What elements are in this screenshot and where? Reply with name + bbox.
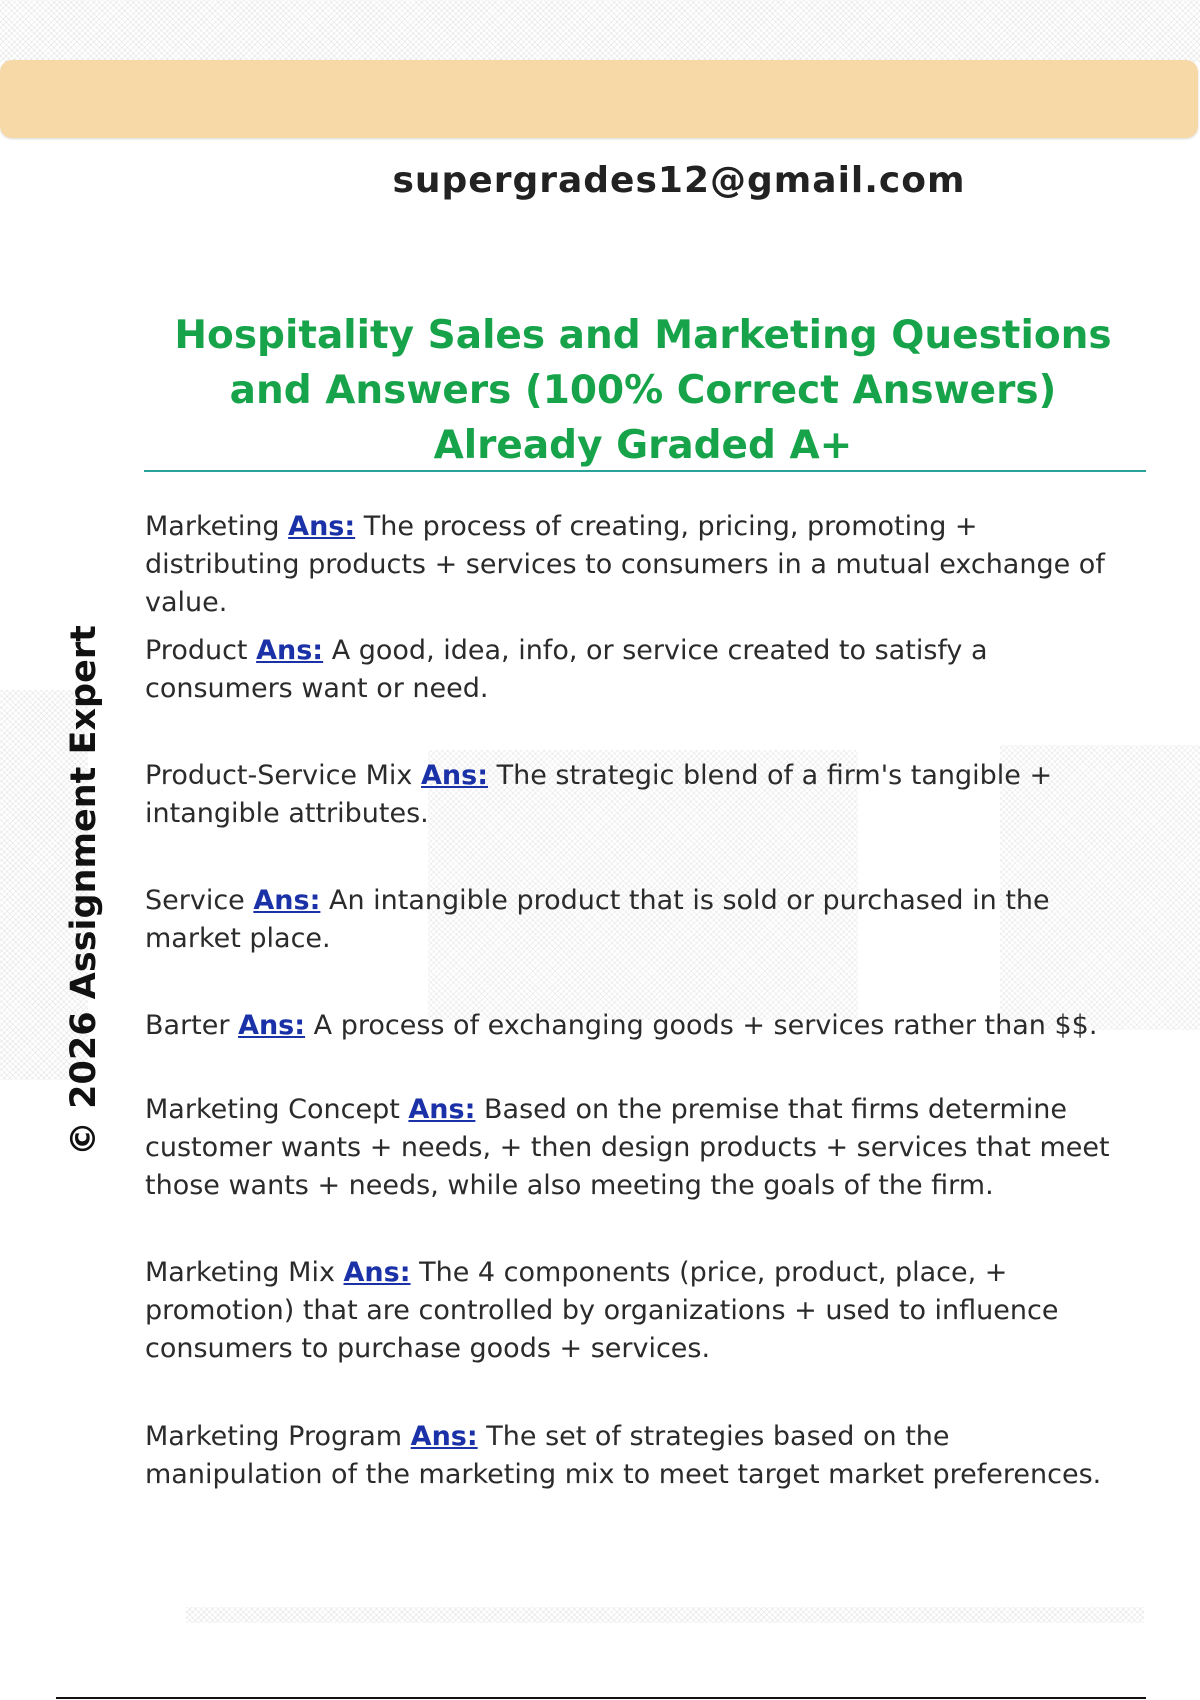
ans-link[interactable]: Ans: [256,635,324,666]
qa-term: Marketing Mix [145,1257,335,1288]
qa-item [145,1007,1135,1045]
qa-item [145,1091,1135,1205]
qa-term: Marketing Program [145,1421,403,1452]
qa-item [145,1418,1135,1494]
ans-link[interactable]: Ans: [238,1010,306,1041]
qa-item [145,1254,1135,1368]
qa-answer: The set of strategies based on the manipulation of the marketing mix to meet target market preferences. [145,1421,1102,1490]
qa-term: Marketing [145,511,280,542]
qa-item [145,882,1135,958]
title-divider [144,470,1146,472]
qa-item [145,632,1135,708]
qa-term: Service [145,885,245,916]
qa-answer: The process of creating, pricing, promoting + distributing products + services to consumers in a mutual exchange of value. [145,511,1105,618]
qa-item [145,508,1135,622]
ans-link[interactable]: Ans: [408,1094,476,1125]
contact-banner [0,60,1198,201]
top-hatch-strip [0,0,1200,62]
qa-answer: Based on the premise that firms determine customer wants + needs, + then design products + services that meet those wants + needs, while also meeting the goals of the firm. [145,1094,1110,1201]
document-title: Hospitality Sales and Marketing Questions and Answers (100% Correct Answers) Already Graded A+ [174,313,1112,468]
ans-link[interactable]: Ans: [288,511,356,542]
qa-term: Barter [145,1010,230,1041]
copyright-watermark: © 2026 Assignment Expert [64,625,104,1156]
qa-answer: The strategic blend of a firm's tangible + intangible attributes. [145,760,1053,829]
qa-item [145,757,1135,833]
qa-term: Marketing Concept [145,1094,400,1125]
ans-link[interactable]: Ans: [253,885,321,916]
ans-link[interactable]: Ans: [410,1421,478,1452]
ans-link[interactable]: Ans: [343,1257,411,1288]
banner-email-text: supergrades12@gmail.com [392,160,966,201]
qa-term: Product [145,635,248,666]
bottom-hatch-band [186,1607,1144,1623]
qa-answer: A process of exchanging goods + services rather than $$. [313,1010,1098,1041]
qa-term: Product-Service Mix [145,760,413,791]
bottom-rule [56,1697,1146,1699]
qa-answer: The 4 components (price, product, place, + promotion) that are controlled by organizations + used to influence consumers to purchase goods + services. [145,1257,1059,1364]
qa-answer: An intangible product that is sold or purchased in the market place. [145,885,1050,954]
qa-answer: A good, idea, info, or service created to satisfy a consumers want or need. [145,635,988,704]
ans-link[interactable]: Ans: [421,760,488,791]
